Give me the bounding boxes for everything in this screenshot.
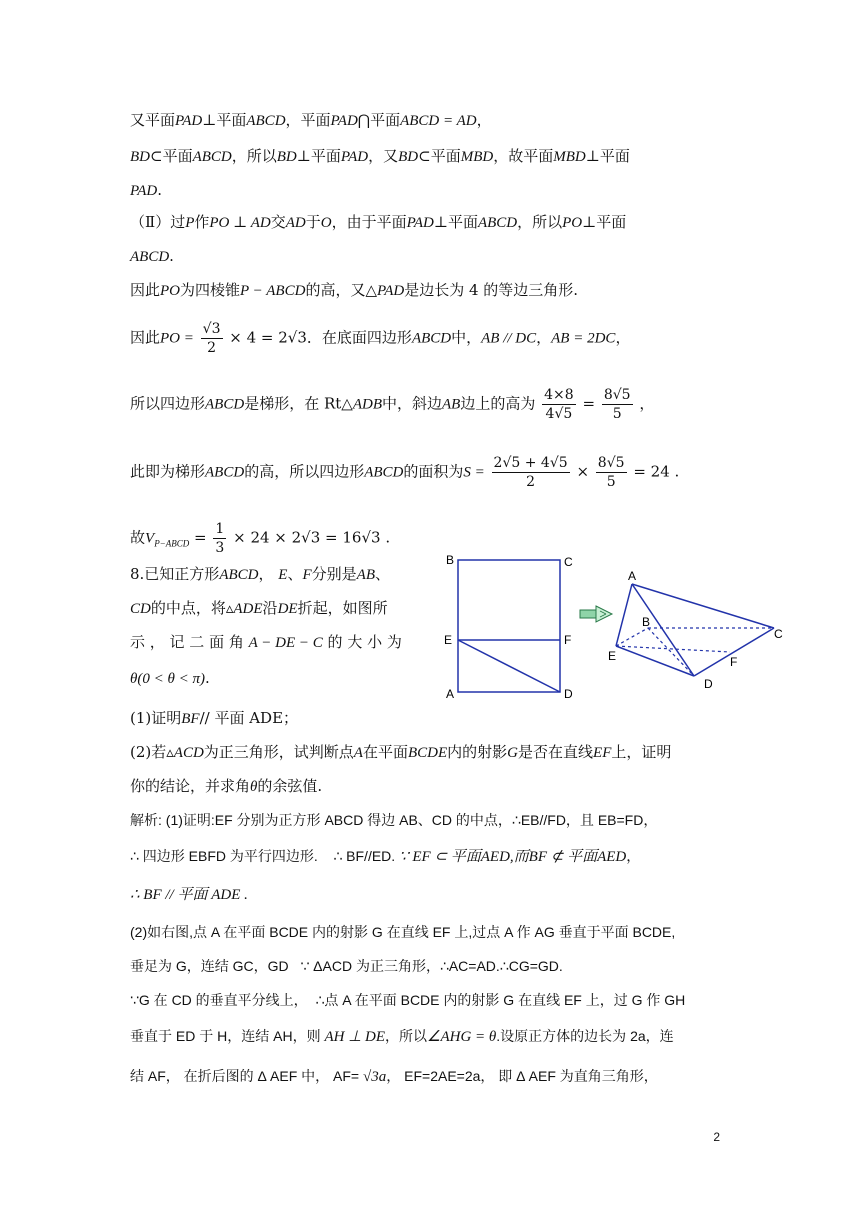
text: 沿 — [262, 599, 278, 617]
label-a: A — [628, 569, 637, 583]
math: PAD — [330, 113, 358, 129]
math: ABCD — [219, 567, 259, 583]
text: ⊥平面 — [433, 213, 478, 231]
math: O — [320, 215, 332, 231]
text: 的 大 小 为 — [327, 633, 402, 651]
text: .设原正方体的边长为 2a，连 — [496, 1028, 674, 1044]
text: . — [157, 181, 163, 199]
math: G — [507, 745, 519, 761]
label-f: F — [564, 633, 572, 647]
text: （Ⅱ）过 — [130, 213, 186, 231]
text: 8.已知正方形 — [130, 565, 220, 583]
text: 的高，又△ — [305, 281, 377, 299]
label-d: D — [564, 687, 573, 701]
math: AB // DC — [481, 330, 537, 347]
text: ， — [615, 328, 631, 347]
text-line — [130, 520, 390, 557]
text: ， — [626, 848, 641, 864]
text: ，由于平面 — [331, 213, 407, 231]
math: E — [278, 567, 288, 583]
text: 因此 — [130, 328, 161, 347]
text: ， — [536, 328, 552, 347]
math: AH ⊥ DE — [324, 1029, 386, 1045]
text: 的余弦值. — [257, 777, 323, 795]
math: ABCD — [477, 215, 518, 231]
label-b: B — [642, 615, 651, 629]
text: 解析: (1)证明:EF 分别为正方形 ABCD 得边 AB、CD 的中点，∴EB//FD，且 EB=FD， — [130, 812, 658, 828]
math: AB — [442, 396, 461, 413]
math: PAD — [175, 113, 203, 129]
fraction: $\frac{√3}{2}$ — [202, 321, 221, 356]
text: 你的结论，并求角 — [130, 777, 251, 795]
text-line — [130, 598, 388, 619]
fraction: $\frac{4\times 8}{4√5}$ — [544, 387, 574, 422]
math: A − DE − C — [248, 635, 323, 651]
folded-figure — [608, 568, 788, 693]
label-c: C — [564, 555, 573, 569]
text: ∵ ΔACD 为正三角形，∴AC=AD.∴CG=GD. — [300, 958, 563, 974]
text: 为四棱锥 — [180, 281, 241, 299]
text-line — [130, 884, 248, 905]
text-line — [130, 846, 640, 867]
page-number: 2 — [713, 1130, 720, 1144]
text: ⊥平面 — [296, 147, 341, 165]
square-figure — [440, 552, 590, 702]
text: (2)如右图,点 A 在平面 BCDE 内的射影 G 在直线 EF 上,过点 A 作 AG 垂直于平面 BCDE, — [130, 924, 676, 940]
text: ⋂平面 — [357, 111, 401, 129]
math: ∠AHG = θ — [427, 1029, 497, 1045]
text-line — [130, 212, 626, 233]
text-line — [130, 1026, 674, 1047]
text: ∴点 A 在平面 BCDE 内的射影 G 在直线 EF 上，过 G 作 GH — [315, 992, 686, 1008]
text: = — [582, 394, 596, 413]
text: 故 — [130, 528, 146, 547]
text: = 24 . — [633, 462, 680, 481]
math: PAD — [340, 149, 369, 165]
fraction: $\frac{8√5}{5}$ — [603, 387, 631, 422]
label-f: F — [730, 655, 738, 669]
math: PAD — [406, 215, 434, 231]
text: ∴ 四边形 EBFD 为平行四边形. — [130, 848, 318, 864]
square-outline — [458, 560, 560, 692]
label-d: D — [704, 677, 713, 691]
text-line — [130, 110, 492, 131]
text: 的中点，将 — [150, 599, 226, 617]
math: BF — [181, 711, 200, 727]
math: P — [185, 215, 195, 231]
math: PAD — [376, 283, 405, 299]
text: 于 — [305, 213, 321, 231]
text: 上，证明 — [611, 743, 672, 761]
fraction: $\frac{8√5}{5}$ — [597, 455, 625, 490]
subscript: P−ABCD — [154, 538, 190, 549]
math: ABCD = AD — [400, 113, 477, 129]
math: AB = 2DC — [551, 330, 616, 347]
text: . — [205, 669, 210, 687]
text: 所以四边形 — [130, 394, 206, 413]
fraction: $\frac{1}{3}$ — [215, 521, 225, 556]
math: ▵ADE — [225, 601, 263, 617]
text: 边上的高为 — [460, 394, 536, 413]
math: ABCD — [246, 113, 286, 129]
text: 分别是 — [311, 565, 357, 583]
text-line — [130, 668, 210, 689]
math: EF — [593, 745, 612, 761]
math: AD — [285, 215, 306, 231]
text: ， — [258, 565, 274, 583]
text: 又平面 — [130, 111, 176, 129]
text-line — [130, 146, 630, 167]
text-line — [130, 708, 298, 729]
math: MBD — [460, 149, 494, 165]
text: ⊥平面 — [202, 111, 247, 129]
math: S = — [463, 464, 485, 481]
text: ⊂平面 — [418, 147, 461, 165]
text-line — [130, 280, 578, 301]
text-line — [130, 320, 630, 357]
text: ，所以 — [517, 213, 563, 231]
text: ⊥平面 — [582, 213, 627, 231]
math: θ — [250, 779, 258, 795]
text: 垂直于 ED 于 H，连结 AH，则 — [130, 1028, 321, 1044]
text: 、 — [374, 565, 390, 583]
text: 的高，所以四边形 — [244, 462, 365, 481]
text: 中，斜边 — [382, 394, 443, 413]
math: AB — [356, 567, 375, 583]
math: F — [302, 567, 312, 583]
segment-ed — [458, 640, 560, 692]
text: (1)证明 — [130, 709, 182, 727]
math: BCDE — [407, 745, 448, 761]
label-b: B — [446, 553, 455, 567]
text: 是否在直线 — [518, 743, 594, 761]
text-line — [130, 632, 402, 653]
text-line — [130, 454, 679, 491]
text: 结 AF， 在折后图的 Δ AEF 中， AF= — [130, 1068, 360, 1084]
text: ， — [476, 111, 492, 129]
math: θ(0 < θ < π) — [130, 671, 205, 687]
text: 中， — [451, 328, 482, 347]
text: 内的射影 — [447, 743, 508, 761]
text: ⊂平面 — [150, 147, 193, 165]
text: 作 — [194, 213, 210, 231]
text-line — [130, 564, 390, 585]
math: × 4 = 2√3 — [229, 328, 307, 347]
math: BD — [130, 149, 150, 165]
text: ，所以 — [385, 1028, 428, 1044]
text: 、 — [287, 565, 303, 583]
math: ∵ EF ⊂ 平面AED,而BF ⊄ 平面AED — [399, 849, 627, 865]
math: MBD — [553, 149, 586, 165]
label-c: C — [774, 627, 783, 641]
math: BD — [276, 149, 297, 165]
text: ∵G 在 CD 的垂直平分线上， — [130, 992, 308, 1008]
math: ABCD — [130, 249, 170, 265]
text-line — [130, 922, 675, 942]
text: × 24 × 2√3 = 16√3 . — [233, 528, 391, 547]
math: CD — [130, 601, 151, 617]
text: 是梯形，在 Rt△ — [244, 394, 353, 413]
text-line — [130, 386, 654, 423]
math: ABCD — [192, 149, 232, 165]
text: ， — [639, 394, 655, 413]
text: × — [576, 462, 590, 481]
text-line — [130, 810, 657, 830]
text-line — [130, 246, 174, 267]
math: A — [353, 745, 363, 761]
math: PO ⊥ AD — [209, 215, 271, 231]
text: 交 — [270, 213, 286, 231]
text: ⊥平面 — [585, 147, 630, 165]
text: 因此 — [130, 281, 161, 299]
fraction: $\frac{2√5 + 4√5}{2}$ — [493, 455, 568, 490]
math: PAD — [130, 183, 158, 199]
label-e: E — [608, 649, 617, 663]
text: ， EF=2AE=2a， 即 Δ AEF 为直角三角形， — [386, 1068, 658, 1084]
math: PO — [160, 283, 181, 299]
math: ADB — [352, 396, 382, 413]
text: 的面积为 — [403, 462, 464, 481]
text: . — [169, 247, 174, 265]
text-line — [130, 742, 671, 763]
text: 为正三角形，试判断点 — [203, 743, 354, 761]
math: √3a — [363, 1069, 387, 1085]
math: ABCD — [364, 464, 404, 481]
text-line — [130, 180, 162, 201]
math: ∴ BF // 平面 ADE . — [130, 887, 248, 903]
text: ．在底面四边形 — [306, 328, 412, 347]
math: ▵ACD — [166, 745, 204, 761]
math: BD — [398, 149, 419, 165]
text: (2)若 — [130, 743, 167, 761]
text-line — [130, 990, 685, 1010]
math: ABCD — [205, 464, 245, 481]
text: = — [194, 528, 207, 547]
math: ABCD — [205, 396, 245, 413]
label-a: A — [446, 687, 455, 701]
text: ，故平面 — [493, 147, 554, 165]
text-line — [130, 1066, 658, 1087]
text: 折起，如图所 — [297, 599, 388, 617]
text: 是边长为 4 的等边三角形. — [404, 281, 579, 299]
math: PO = — [160, 330, 194, 347]
math: V — [145, 530, 155, 547]
text: 垂足为 G，连结 GC，GD — [130, 958, 289, 974]
text: 示 ， 记 二 面 角 — [130, 633, 244, 651]
text-line — [130, 956, 563, 976]
text-line — [130, 776, 322, 797]
text: // 平面 ADE； — [199, 709, 299, 727]
text: ∴ BF//ED. — [333, 848, 396, 864]
math: P − ABCD — [240, 283, 306, 299]
math: DE — [277, 601, 298, 617]
text: 此即为梯形 — [130, 462, 206, 481]
text: 在平面 — [362, 743, 408, 761]
label-e: E — [444, 633, 453, 647]
math: PO — [562, 215, 583, 231]
text: ，所以 — [231, 147, 277, 165]
text: ，平面 — [285, 111, 331, 129]
text: ，又 — [368, 147, 399, 165]
math: ABCD — [411, 330, 452, 347]
